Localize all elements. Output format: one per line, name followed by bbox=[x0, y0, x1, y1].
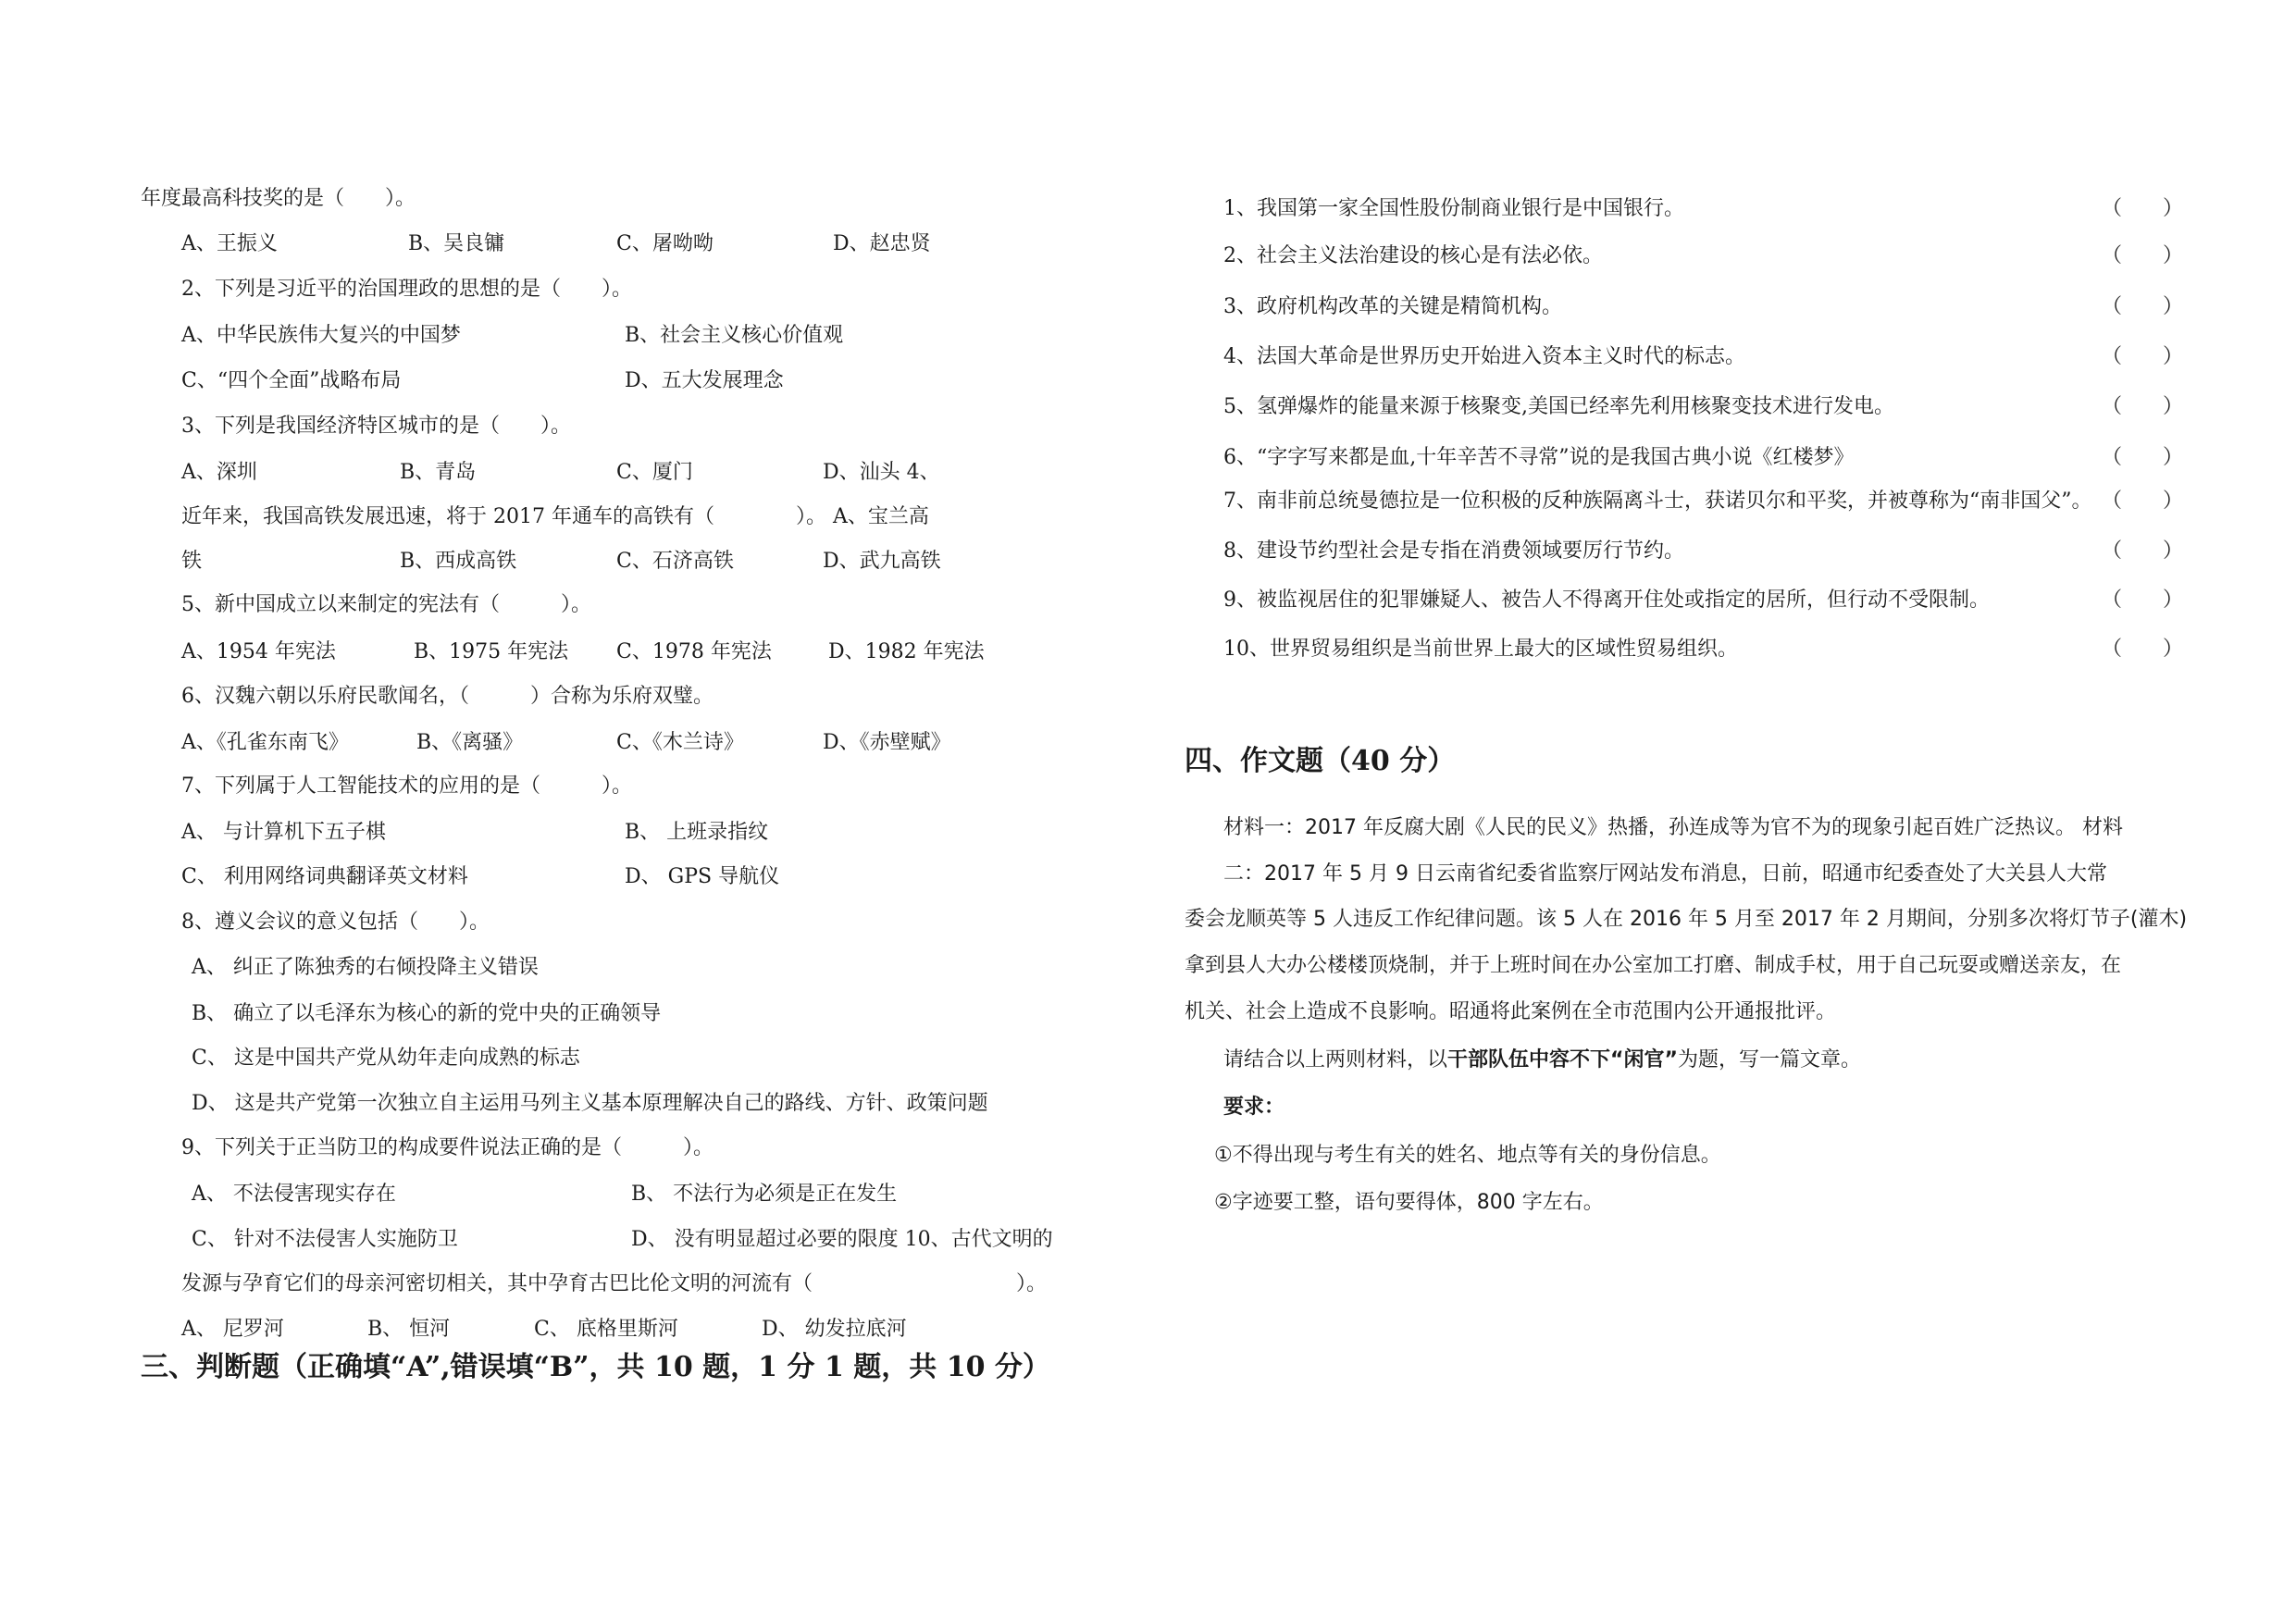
essay-material-line-5: 机关、社会上造成不良影响。昭通将此案例在全市范围内公开通报批评。 bbox=[1185, 1000, 1837, 1023]
q2-option-c[interactable]: C、“四个全面”战略布局 bbox=[181, 369, 402, 392]
q10-stem: 发源与孕育它们的母亲河密切相关，其中孕育古巴比伦文明的河流有（ ）。 bbox=[181, 1272, 1048, 1295]
judgment-9-answer[interactable]: （ ） bbox=[2102, 588, 2184, 612]
q4-option-c[interactable]: C、石济高铁 bbox=[616, 550, 734, 573]
q3-option-a[interactable]: A、深圳 bbox=[181, 461, 257, 484]
q10-option-b[interactable]: B、 恒河 bbox=[367, 1318, 451, 1341]
q5-option-b[interactable]: B、1975 年宪法 bbox=[414, 640, 569, 663]
q1-option-a[interactable]: A、王振义 bbox=[181, 232, 278, 255]
judgment-7-answer[interactable]: （ ） bbox=[2102, 489, 2184, 513]
section-4-heading: 四、作文题（40 分） bbox=[1185, 745, 1456, 777]
q8-option-a[interactable]: A、 纠正了陈独秀的右倾投降主义错误 bbox=[192, 956, 539, 979]
q3-option-b[interactable]: B、青岛 bbox=[400, 461, 477, 484]
judgment-1-answer[interactable]: （ ） bbox=[2102, 197, 2184, 220]
q5-option-d[interactable]: D、1982 年宪法 bbox=[828, 640, 985, 663]
requirement-1: ①不得出现与考生有关的姓名、地点等有关的身份信息。 bbox=[1214, 1144, 1721, 1167]
essay-prompt-post: 为题，写一篇文章。 bbox=[1677, 1048, 1861, 1072]
q10-option-a[interactable]: A、 尼罗河 bbox=[181, 1318, 284, 1341]
essay-title: 干部队伍中容不下“闲官” bbox=[1447, 1048, 1678, 1072]
judgment-6: 6、“字字写来都是血,十年辛苦不寻常”说的是我国古典小说《红楼梦》 bbox=[1223, 446, 1855, 469]
q10-option-c[interactable]: C、 底格里斯河 bbox=[534, 1318, 678, 1341]
q2-option-b[interactable]: B、社会主义核心价值观 bbox=[625, 324, 844, 347]
requirement-2: ②字迹要工整，语句要得体，800 字左右。 bbox=[1214, 1191, 1604, 1214]
requirements-label: 要求： bbox=[1223, 1096, 1285, 1119]
q9-stem: 9、下列关于正当防卫的构成要件说法正确的是（ ）。 bbox=[181, 1136, 714, 1159]
q3-option-c[interactable]: C、厦门 bbox=[616, 461, 693, 484]
judgment-7: 7、南非前总统曼德拉是一位积极的反种族隔离斗士，获诺贝尔和平奖，并被尊称为“南非国父”。 bbox=[1223, 489, 2092, 513]
right-column bbox=[1148, 0, 2296, 1623]
judgment-3: 3、政府机构改革的关键是精简机构。 bbox=[1223, 295, 1562, 318]
section-3-heading: 三、判断题（正确填“A”,错误填“B”，共 10 题，1 分 1 题，共 10 分） bbox=[141, 1351, 1050, 1383]
q8-stem: 8、遵义会议的意义包括（ ）。 bbox=[181, 911, 490, 934]
q6-option-c[interactable]: C、《木兰诗》 bbox=[616, 731, 744, 754]
q8-option-d[interactable]: D、 这是共产党第一次独立自主运用马列主义基本原理解决自己的路线、方针、政策问题 bbox=[192, 1092, 988, 1115]
judgment-6-answer[interactable]: （ ） bbox=[2102, 446, 2184, 469]
q4-option-a-tail: 铁 bbox=[181, 550, 203, 573]
judgment-4: 4、法国大革命是世界历史开始进入资本主义时代的标志。 bbox=[1223, 345, 1745, 368]
judgment-10-answer[interactable]: （ ） bbox=[2102, 638, 2184, 661]
q4-option-b[interactable]: B、西成高铁 bbox=[400, 550, 517, 573]
q3-option-d[interactable]: D、汕头 4、 bbox=[823, 461, 940, 484]
q10-option-d[interactable]: D、 幼发拉底河 bbox=[762, 1318, 907, 1341]
judgment-1: 1、我国第一家全国性股份制商业银行是中国银行。 bbox=[1223, 197, 1684, 220]
q2-stem: 2、下列是习近平的治国理政的思想的是（ ）。 bbox=[181, 278, 632, 301]
judgment-8-answer[interactable]: （ ） bbox=[2102, 539, 2184, 563]
essay-prompt bbox=[1223, 1044, 1861, 1072]
q3-stem: 3、下列是我国经济特区城市的是（ ）。 bbox=[181, 415, 571, 438]
judgment-3-answer[interactable]: （ ） bbox=[2102, 295, 2184, 318]
judgment-10: 10、世界贸易组织是当前世界上最大的区域性贸易组织。 bbox=[1223, 638, 1738, 661]
q4-stem: 近年来，我国高铁发展迅速，将于 2017 年通车的高铁有（ ）。 A、宝兰高 bbox=[181, 505, 929, 528]
essay-material-line-1: 材料一：2017 年反腐大剧《人民的民义》热播，孙连成等为官不为的现象引起百姓广泛热议。 材料 bbox=[1223, 816, 2123, 839]
q9-option-d[interactable]: D、 没有明显超过必要的限度 10、古代文明的 bbox=[631, 1228, 1053, 1251]
q7-option-a[interactable]: A、 与计算机下五子棋 bbox=[181, 821, 386, 844]
essay-material-line-3: 委会龙顺英等 5 人违反工作纪律问题。该 5 人在 2016 年 5 月至 2017 年 2 月期间，分别多次将灯节子(灌木) bbox=[1185, 908, 2188, 931]
q8-option-b[interactable]: B、 确立了以毛泽东为核心的新的党中央的正确领导 bbox=[192, 1002, 662, 1025]
q2-option-a[interactable]: A、中华民族伟大复兴的中国梦 bbox=[181, 324, 461, 347]
judgment-2: 2、社会主义法治建设的核心是有法必依。 bbox=[1223, 244, 1603, 267]
q1-option-c[interactable]: C、屠呦呦 bbox=[616, 232, 714, 255]
judgment-9: 9、被监视居住的犯罪嫌疑人、被告人不得离开住处或指定的居所，但行动不受限制。 bbox=[1223, 588, 1990, 612]
q6-option-a[interactable]: A、《孔雀东南飞》 bbox=[181, 731, 349, 754]
q7-option-d[interactable]: D、 GPS 导航仪 bbox=[625, 865, 780, 888]
q9-option-b[interactable]: B、 不法行为必须是正在发生 bbox=[631, 1183, 898, 1206]
q6-option-d[interactable]: D、《赤壁赋》 bbox=[823, 731, 951, 754]
judgment-8: 8、建设节约型社会是专指在消费领域要厉行节约。 bbox=[1223, 539, 1684, 563]
q5-option-a[interactable]: A、1954 年宪法 bbox=[181, 640, 336, 663]
q5-stem: 5、新中国成立以来制定的宪法有（ ）。 bbox=[181, 593, 591, 616]
q7-stem: 7、下列属于人工智能技术的应用的是（ ）。 bbox=[181, 774, 632, 798]
q1-tail: 年度最高科技奖的是（ ）。 bbox=[141, 187, 416, 210]
essay-prompt-pre: 请结合以上两则材料，以 bbox=[1223, 1048, 1448, 1072]
q7-option-b[interactable]: B、 上班录指纹 bbox=[625, 821, 769, 844]
judgment-2-answer[interactable]: （ ） bbox=[2102, 244, 2184, 267]
essay-material-line-4: 拿到县人大办公楼楼顶烧制，并于上班时间在办公室加工打磨、制成手杖，用于自己玩耍或赠送亲友，在 bbox=[1185, 954, 2122, 977]
judgment-5: 5、氢弹爆炸的能量来源于核聚变,美国已经率先利用核聚变技术进行发电。 bbox=[1223, 395, 1894, 418]
judgment-4-answer[interactable]: （ ） bbox=[2102, 345, 2184, 368]
q1-option-b[interactable]: B、吴良镛 bbox=[408, 232, 505, 255]
q5-option-c[interactable]: C、1978 年宪法 bbox=[616, 640, 772, 663]
q1-option-d[interactable]: D、赵忠贤 bbox=[833, 232, 931, 255]
q9-option-c[interactable]: C、 针对不法侵害人实施防卫 bbox=[192, 1228, 458, 1251]
judgment-5-answer[interactable]: （ ） bbox=[2102, 395, 2184, 418]
essay-material-line-2: 二：2017 年 5 月 9 日云南省纪委省监察厅网站发布消息，日前，昭通市纪委查处了大关县人大常 bbox=[1223, 862, 2107, 886]
q8-option-c[interactable]: C、 这是中国共产党从幼年走向成熟的标志 bbox=[192, 1047, 580, 1070]
q4-option-d[interactable]: D、武九高铁 bbox=[823, 550, 941, 573]
q9-option-a[interactable]: A、 不法侵害现实存在 bbox=[192, 1183, 396, 1206]
q7-option-c[interactable]: C、 利用网络词典翻译英文材料 bbox=[181, 865, 468, 888]
q6-stem: 6、汉魏六朝以乐府民歌闻名，（ ）合称为乐府双璧。 bbox=[181, 685, 714, 708]
q2-option-d[interactable]: D、五大发展理念 bbox=[625, 369, 784, 392]
q6-option-b[interactable]: B、《离骚》 bbox=[416, 731, 524, 754]
